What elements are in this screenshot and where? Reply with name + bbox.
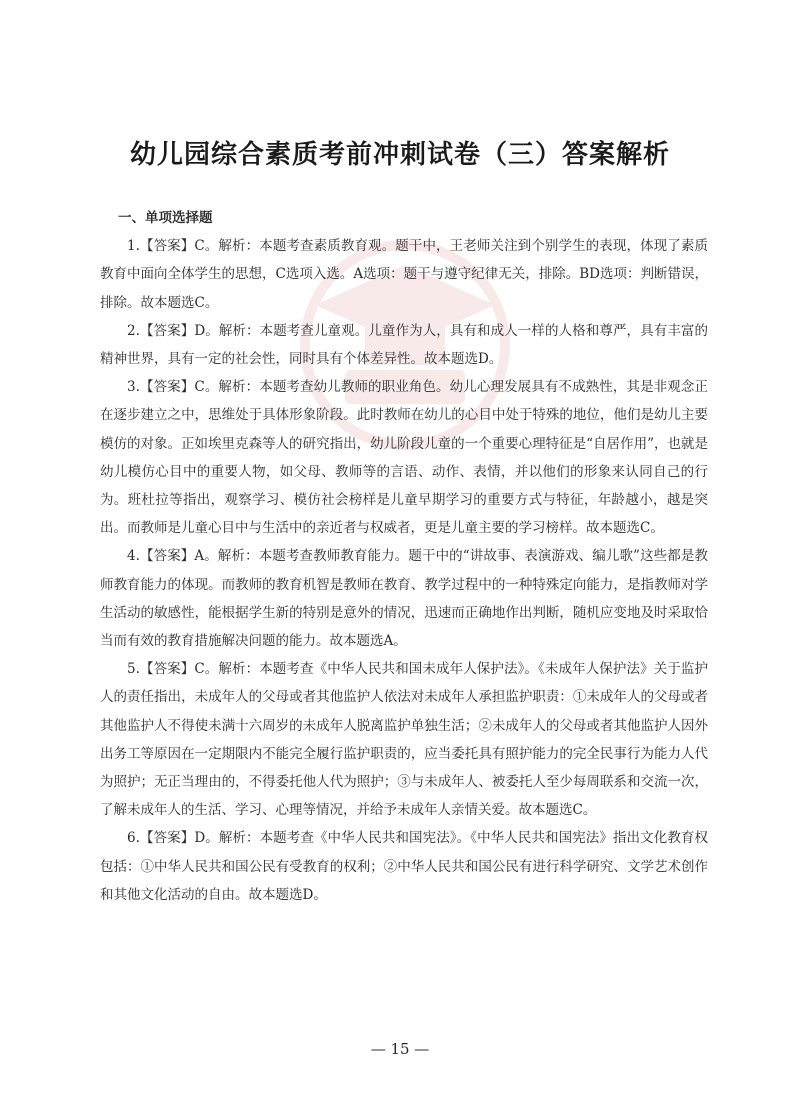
page-number: — 15 — (370, 1040, 430, 1058)
answer-4: 4.【答案】A。解析：本题考查教师教育能力。题干中的“讲故事、表演游戏、编儿歌”这些都是教师教育能力的体现。而教师的教育机智是教师在教育、教学过程中的一种特殊定向能力，是指教师对学生活动的敏感性，能根据学生新的特别是意外的情况，迅速而正确地作出判断，随机应变地及时采取恰当而有效的教育措施解决问题的能力。故本题选A。 (100, 548, 708, 650)
answer-5: 5.【答案】C。解析：本题考查《中华人民共和国未成年人保护法》。《未成年人保护法》关于监护人的责任指出，未成年人的父母或者其他监护人依法对未成年人承担监护职责：①未成年人的父母或者其他监护人不得使未满十六周岁的未成年人脱离监护单独生活；②未成年人的父母或者其他监护人因外出务工等原因在一定期限内不能完全履行监护职责的，应当委托具有照护能力的完全民事行为能力人代为照护；无正当理由的，不得委托他人代为照护；③与未成年人、被委托人至少每周联系和交流一次，了解未成年人的生活、学习、心理等情况，并给予未成年人亲情关爱。故本题选C。 (100, 661, 708, 819)
document-title: 幼儿园综合素质考前冲刺试卷（三）答案解析 (129, 140, 670, 171)
answer-1: 1.【答案】C。解析：本题考查素质教育观。题干中，王老师关注到个别学生的表现，体现了素质教育中面向全体学生的思想，C选项入选。A选项：题干与遵守纪律无关，排除。BD选项：判断错误，排除。故本题选C。 (100, 238, 708, 311)
answer-6: 6.【答案】D。解析：本题考查《中华人民共和国宪法》。《中华人民共和国宪法》指出文化教育权包括：①中华人民共和国公民有受教育的权利；②中华人民共和国公民有进行科学研究、文学艺术创作和其他文化活动的自由。故本题选D。 (100, 830, 708, 903)
section-heading: 一、单项选择题 (118, 210, 213, 226)
answer-2: 2.【答案】D。解析：本题考查儿童观。儿童作为人，具有和成人一样的人格和尊严，具有丰富的精神世界，具有一定的社会性，同时具有个体差异性。故本题选D。 (100, 322, 708, 368)
answer-3: 3.【答案】C。解析：本题考查幼儿教师的职业角色。幼儿心理发展具有不成熟性，其是非观念正在逐步建立之中，思维处于具体形象阶段。此时教师在幼儿的心目中处于特殊的地位，他们是幼儿主要模仿的对象。正如埃里克森等人的研究指出，幼儿阶段儿童的一个重要心理特征是“自居作用”，也就是幼儿模仿心目中的重要人物，如父母、教师等的言语、动作、表情，并以他们的形象来认同自己的行为。班杜拉等指出，观察学习、模仿社会榜样是儿童早期学习的重要方式与特征，年龄越小，越是突出。而教师是儿童心目中与生活中的亲近者与权威者，更是儿童主要的学习榜样。故本题选C。 (100, 379, 708, 537)
document-body (100, 204, 708, 909)
